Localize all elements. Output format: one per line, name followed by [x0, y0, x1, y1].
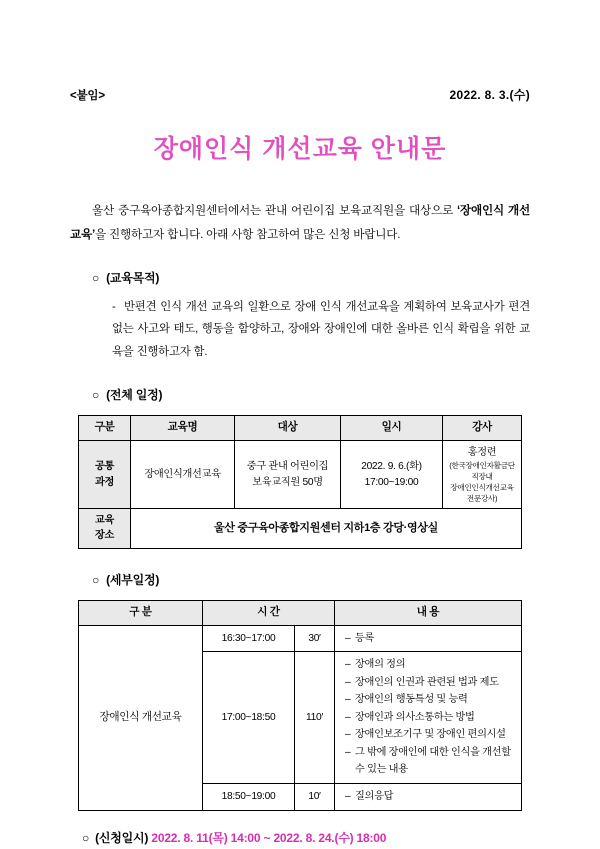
place-label-line-1: 교육 [94, 515, 115, 527]
cell-course: 장애인식개선교육 [131, 440, 235, 508]
cell-detail-division: 장애인식 개선교육 [79, 625, 203, 810]
cell-minutes-1: 30′ [295, 625, 335, 652]
section-schedule-heading [70, 386, 530, 403]
th-course: 교육명 [131, 415, 235, 440]
division-line-2: 과정 [94, 476, 115, 488]
dash-marker-icon: – [345, 711, 351, 723]
content-item: 장애인과 의사소통하는 방법 [355, 711, 475, 723]
cell-datetime [341, 440, 443, 508]
schedule-table [78, 415, 522, 549]
th-division: 구분 [79, 415, 131, 440]
content-item: 장애의 정의 [355, 659, 406, 671]
section-schedule-title: (전체 일정) [106, 387, 163, 402]
section-apply [70, 829, 530, 846]
intro-paragraph [70, 199, 530, 247]
apply-label: (신청일시) [95, 830, 149, 845]
circle-marker-icon: ○ [82, 830, 90, 845]
table-header-row [79, 600, 522, 625]
target-line-2: 보육교직원 50명 [252, 476, 323, 488]
dash-marker-icon: – [345, 676, 351, 688]
datetime-line-2: 17:00~19:00 [364, 476, 419, 488]
cell-time-3: 18:50~19:00 [203, 784, 295, 811]
table-row-place [79, 509, 522, 549]
page-title: 장애인식 개선교육 안내문 [153, 135, 447, 163]
section-purpose [70, 269, 530, 364]
content-item: 장애인의 행동특성 및 능력 [355, 694, 468, 706]
cell-content-2 [335, 652, 522, 784]
th-detail-content: 내 용 [335, 600, 522, 625]
cell-time-2: 17:00~18:50 [203, 652, 295, 784]
place-label-line-2: 장소 [94, 530, 115, 542]
content-item: 질의응답 [355, 791, 394, 803]
document-date: 2022. 8. 3.(수) [449, 88, 530, 102]
intro-text-2: 을 진행하고자 합니다. 아래 사항 참고하여 많은 신청 바랍니다. [95, 227, 401, 241]
table-header-row [79, 415, 522, 440]
cell-instructor [443, 440, 522, 508]
attachment-label: <붙임> [70, 90, 105, 102]
dash-marker-icon: – [345, 694, 351, 706]
cell-target [235, 440, 341, 508]
detail-table-wrap [70, 600, 530, 811]
cell-place-label [79, 509, 131, 549]
circle-marker-icon: ○ [92, 387, 100, 402]
th-target: 대상 [235, 415, 341, 440]
dash-marker-icon: – [345, 632, 351, 644]
document-header [70, 86, 530, 103]
table-row [79, 440, 522, 508]
division-line-1: 공통 [94, 461, 115, 473]
circle-marker-icon: ○ [92, 572, 100, 587]
th-instructor: 강사 [443, 415, 522, 440]
detail-table [78, 600, 522, 811]
dash-marker-icon: – [345, 729, 351, 741]
dash-marker-icon: - [112, 300, 116, 313]
section-schedule [70, 386, 530, 549]
datetime-line-1: 2022. 9. 6.(화) [361, 461, 422, 473]
cell-minutes-3: 10′ [295, 784, 335, 811]
cell-place-value: 울산 중구육아종합지원센터 지하1층 강당·영상실 [131, 509, 522, 549]
content-item: 그 밖에 장애인에 대한 인식을 개선할 [355, 746, 511, 758]
cell-minutes-2: 110′ [295, 652, 335, 784]
circle-marker-icon: ○ [92, 270, 100, 285]
dash-marker-icon: – [345, 791, 351, 803]
dash-marker-icon: – [345, 746, 351, 758]
target-line-1: 중구 관내 어린이집 [246, 461, 329, 473]
section-detail-heading [70, 571, 530, 588]
section-detail-title: (세부일정) [106, 572, 160, 587]
content-item: 장애인의 인권과 관련된 법과 제도 [355, 676, 499, 688]
cell-division [79, 440, 131, 508]
th-detail-time: 시 간 [203, 600, 335, 625]
section-detail [70, 571, 530, 811]
table-row [79, 625, 522, 652]
section-purpose-heading [70, 269, 530, 286]
content-item: 등록 [355, 632, 375, 644]
section-purpose-title: (교육목적) [106, 270, 160, 285]
cell-time-1: 16:30~17:00 [203, 625, 295, 652]
instructor-note-1: (한국장애인자활금단 직장내 [449, 461, 515, 482]
cell-content-3 [335, 784, 522, 811]
cell-content-1 [335, 625, 522, 652]
intro-text-1: 울산 중구육아종합지원센터에서는 관내 어린이집 보육교직원을 대상으로 [92, 204, 457, 217]
content-continuation: 수 있는 내용 [355, 764, 408, 776]
th-detail-division: 구 분 [79, 600, 203, 625]
content-item: 장애인보조기구 및 장애인 편의시설 [355, 729, 506, 741]
intro-bold: ‘장애인식 개선교육’ [70, 204, 530, 241]
dash-marker-icon: – [345, 659, 351, 671]
apply-period: 2022. 8. 11(목) 14:00 ~ 2022. 8. 24.(수) 18:00 [151, 830, 387, 845]
instructor-name: 홍정련 [467, 446, 497, 458]
purpose-text: 반편견 인식 개선 교육의 일환으로 장애 인식 개선교육을 계획하여 보육교사가 편견 없는 사고와 태도, 행동을 함양하고, 장애와 장애인에 대한 올바른 인식 확립을 위한 교육을 진행하고자 함. [112, 300, 530, 359]
instructor-note-2: 장애인인식개선교육 전문강사) [450, 483, 514, 504]
schedule-table-wrap [70, 415, 530, 549]
th-datetime: 일시 [341, 415, 443, 440]
section-purpose-body [70, 296, 530, 364]
